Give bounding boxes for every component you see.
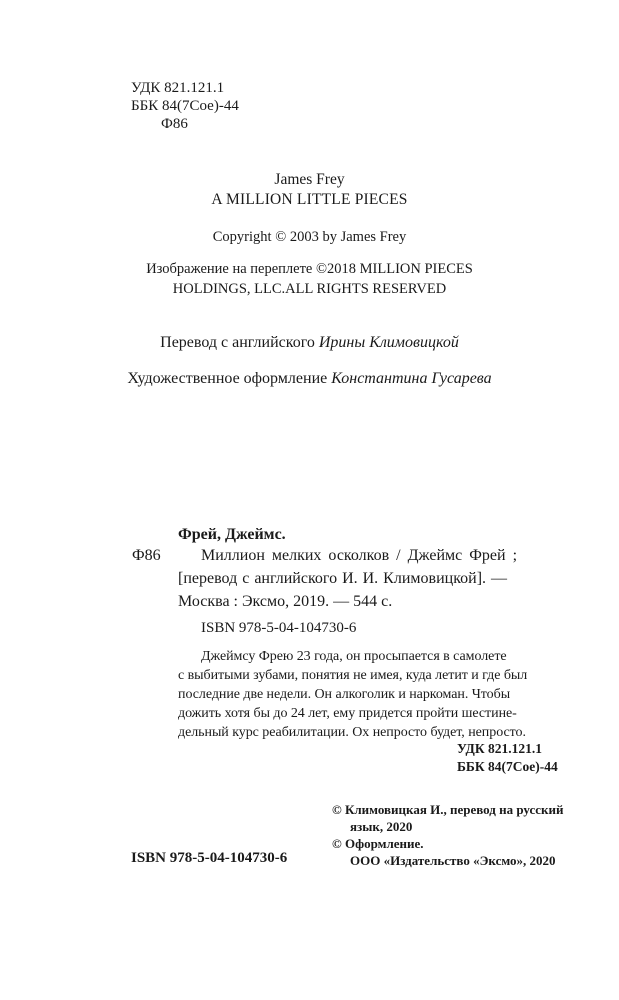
card-bibliographic-line: [перевод с английского И. И. Климовицкой]. — (178, 570, 508, 587)
translation-copyright: © Климовицкая И., перевод на русский (332, 802, 564, 817)
author-mark: Ф86 (161, 116, 188, 132)
translation-copyright-year: язык, 2020 (350, 819, 413, 834)
card-udk: УДК 821.121.1 (457, 741, 542, 756)
design-prefix: Художественное оформление (127, 370, 328, 387)
design-credit (0, 370, 619, 388)
cover-image-note-line2: HOLDINGS, LLC.ALL RIGHTS RESERVED (172, 281, 447, 297)
annotation-line: дельный курс реабилитации. Ох непросто будет, непросто. (178, 725, 526, 740)
translation-prefix: Перевод с английского (160, 334, 315, 351)
cover-image-note-line1: Изображение на переплете ©2018 MILLION PIECES (146, 261, 473, 277)
card-author-mark: Ф86 (132, 547, 161, 564)
publisher-copyright: ООО «Издательство «Эксмо», 2020 (350, 853, 556, 868)
annotation (178, 647, 554, 742)
udk-code: УДК 821.121.1 (131, 80, 225, 96)
copyright-line: Copyright © 2003 by James Frey (212, 229, 407, 245)
original-author: James Frey (274, 171, 345, 188)
annotation-line: Джеймсу Фрею 23 года, он просыпается в самолете (201, 649, 507, 664)
original-title: A MILLION LITTLE PIECES (211, 191, 408, 208)
card-author-heading: Фрей, Джеймс. (178, 526, 286, 543)
card-bibliographic-line: Москва : Эксмо, 2019. — 544 с. (178, 593, 393, 610)
translation-credit (0, 334, 619, 352)
annotation-line: последние две недели. Он алкоголик и наркоман. Чтобы (178, 687, 511, 702)
design-copyright: © Оформление. (332, 836, 424, 851)
annotation-line: дожить хотя бы до 24 лет, ему придется пройти шестине- (178, 706, 517, 721)
bbk-code: ББК 84(7Сое)-44 (131, 98, 239, 114)
translator-name: Ирины Климовицкой (318, 334, 459, 351)
isbn-bottom: ISBN 978-5-04-104730-6 (131, 850, 288, 866)
annotation-line: с выбитыми зубами, понятия не имея, куда летит и где был (178, 668, 528, 683)
card-bibliographic-line: Миллион мелких осколков / Джеймс Фрей ; (201, 547, 518, 564)
designer-name: Константина Гусарева (331, 370, 492, 387)
card-bbk: ББК 84(7Сое)-44 (457, 759, 558, 774)
card-isbn: ISBN 978-5-04-104730-6 (201, 620, 357, 636)
